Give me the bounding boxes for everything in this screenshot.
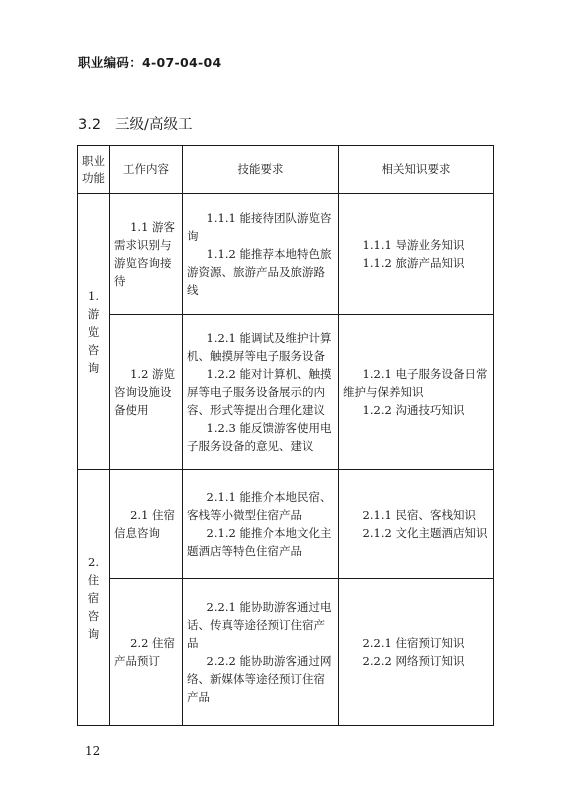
section-title: 三级/高级工 [115,117,193,133]
skill-item: 1.1.2 能推荐本地特色旅游资源、旅游产品及旅游路线 [187,247,332,297]
work-content-cell [110,315,183,470]
work-content: 1.2 游览咨询设施设备使用 [114,367,176,417]
table-row [78,315,494,470]
header-skill-requirements: 技能要求 [183,146,339,194]
skill-cell [183,470,339,579]
knowledge-item: 2.1.2 文化主题酒店知识 [362,526,488,540]
skill-cell [183,194,339,315]
knowledge-item: 1.1.2 旅游产品知识 [362,256,465,270]
function-number: 2. [88,554,99,569]
section-number: 3.2 [78,117,102,133]
knowledge-cell [339,579,494,726]
skill-item: 2.2.1 能协助游客通过电话、传真等途径预订住宿产品 [187,600,332,650]
work-content-cell [110,194,183,315]
occupation-code: 职业编码：4-07-04-04 [78,55,222,70]
header-work-content: 工作内容 [110,146,183,194]
skill-cell [183,315,339,470]
work-content-cell [110,470,183,579]
function-name: 游览咨询 [87,306,100,375]
function-number: 1. [88,288,99,303]
function-cell [78,470,110,726]
skill-item: 2.2.2 能协助游客通过网络、新媒体等途径预订住宿产品 [187,654,332,704]
knowledge-cell [339,194,494,315]
knowledge-cell [339,315,494,470]
skill-item: 2.1.2 能推介本地文化主题酒店等特色住宿产品 [187,526,332,558]
skill-item: 2.1.1 能推介本地民宿、客栈等小微型住宿产品 [187,490,332,522]
skill-cell [183,579,339,726]
knowledge-item: 1.2.1 电子服务设备日常维护与保养知识 [343,367,488,399]
knowledge-cell [339,470,494,579]
skill-item: 1.2.2 能对计算机、触摸屏等电子服务设备展示的内容、形式等提出合理化建议 [187,367,332,417]
knowledge-item: 2.1.1 民宿、客栈知识 [362,508,476,522]
work-content: 1.1 游客需求识别与游览咨询接待 [114,220,176,288]
knowledge-item: 1.1.1 导游业务知识 [362,238,465,252]
skill-item: 1.2.1 能调试及维护计算机、触摸屏等电子服务设备 [187,331,332,363]
table-row [78,579,494,726]
function-cell [78,194,110,470]
page-number: 12 [85,744,101,758]
table-row [78,470,494,579]
work-content: 2.1 住宿信息咨询 [114,508,176,540]
knowledge-item: 1.2.2 沟通技巧知识 [362,403,465,417]
function-name: 住宿咨询 [87,572,100,641]
work-content: 2.2 住宿产品预订 [114,636,176,668]
work-content-cell [110,579,183,726]
skills-table [77,145,494,726]
header-function: 职业 功能 [78,146,110,194]
header-knowledge-requirements: 相关知识要求 [339,146,494,194]
table-row [78,194,494,315]
skill-item: 1.1.1 能接待团队游览咨询 [187,211,332,243]
section-heading [78,113,192,134]
skill-item: 1.2.3 能反馈游客使用电子服务设备的意见、建议 [187,421,332,453]
knowledge-item: 2.2.1 住宿预订知识 [362,636,465,650]
table-header-row [78,146,494,194]
knowledge-item: 2.2.2 网络预订知识 [362,654,465,668]
